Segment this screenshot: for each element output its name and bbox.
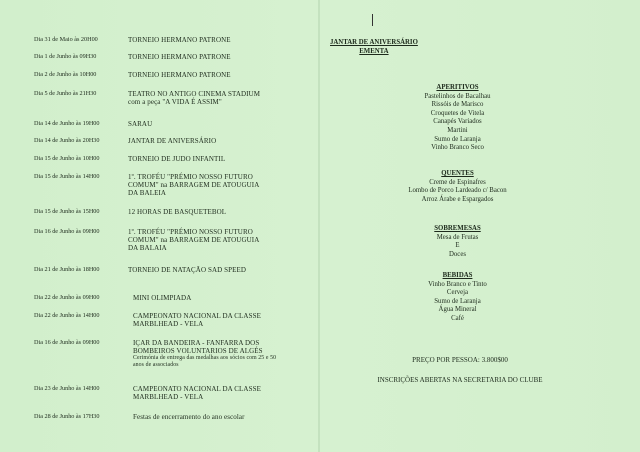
menu-section-aperitivos [330,84,585,153]
schedule-event: TORNEIO HERMANO PATRONE [128,53,231,61]
schedule-event: JANTAR DE ANIVERSÁRIO [128,137,217,145]
menu-section-bebidas [330,272,585,324]
schedule-event-block [133,339,283,369]
schedule-date: Dia 28 de Junho às 17H30 [34,413,100,420]
schedule-event: SARAU [128,120,153,128]
menu-title [330,38,418,56]
schedule-date: Dia 31 de Maio às 20H00 [34,36,98,43]
menu-item: Sumo de Laranja [434,135,481,143]
menu-subtitle-line: EMENTA [359,48,389,56]
registration-line: INSCRIÇÕES ABERTAS NA SECRETARIA DO CLUBE [377,376,543,384]
schedule-event: 12 HORAS DE BASQUETEBOL [128,208,227,216]
schedule-date: Dia 5 de Junho às 21H30 [34,90,97,97]
price-line: PREÇO POR PESSOA: 3.800$00 [412,356,508,364]
fold-line [318,0,320,452]
menu-title-line: JANTAR DE ANIVERSÁRIO [330,39,418,46]
schedule-date: Dia 22 de Junho às 09H00 [34,294,100,301]
menu-section-quentes [330,170,585,204]
menu-item: Café [451,314,464,322]
schedule-date: Dia 2 de Junho às 10H00 [34,71,97,78]
menu-item: Rissóis de Marisco [431,101,484,109]
schedule-event: CAMPEONATO NACIONAL DA CLASSE MARBLHEAD - VELA [133,312,261,329]
menu-item: Pastelinhos de Bacalhau [424,92,491,100]
menu-item: Mesa de Frutas [436,233,479,241]
schedule-event: Festas de encerramento do ano escolar [133,413,245,421]
schedule-date: Dia 1 de Junho às 09H30 [34,53,97,60]
schedule-date: Dia 23 de Junho às 14H00 [34,385,100,392]
menu-item: Lombo de Porco Lardeado c/ Bacon [408,187,507,195]
menu-section-sobremesas [330,225,585,259]
schedule-event: TORNEIO DE NATAÇÃO SAD SPEED [128,266,247,274]
schedule-event: IÇAR DA BANDEIRA - FANFARRA DOS BOMBEIROS VOLUNTARIOS DE ALGÉS [133,339,263,356]
menu-item: Água Mineral [438,306,477,314]
menu-item: Cerveja [446,289,469,297]
section-heading: APERITIVOS [436,84,479,91]
schedule-event: TEATRO NO ANTIGO CINEMA STADIUM com a peça "A VIDA É ASSIM" [128,90,261,107]
schedule-event: TORNEIO HERMANO PATRONE [128,71,231,79]
menu-item: Vinho Branco Seco [431,144,484,152]
schedule-event: 1º. TROFÉU "PRÉMIO NOSSO FUTURO COMUM" na BARRAGEM DE ATOUGUIA DA BALEIA [128,173,259,198]
schedule-date: Dia 15 de Junho às 10H00 [34,155,100,162]
pen-mark [372,14,373,26]
menu-item: Creme de Espinafres [429,178,486,186]
section-heading: SOBREMESAS [434,225,481,232]
schedule-date: Dia 22 de Junho às 14H00 [34,312,100,319]
schedule-note: Cerimónia de entrega das medalhas aos sócios com 25 e 50 anos de associados [133,355,277,369]
menu-item: Canapés Variados [433,118,482,126]
schedule-event: TORNEIO DE JUDO INFANTIL [128,155,226,163]
section-heading: BEBIDAS [442,272,473,279]
menu-item: Sumo de Laranja [434,297,481,305]
schedule-date: Dia 14 de Junho às 20H30 [34,137,100,144]
schedule-date: Dia 21 de Junho às 18H00 [34,266,100,273]
schedule-date: Dia 14 de Junho às 19H00 [34,120,100,127]
menu-item: Vinho Branco e Tinto [428,280,487,288]
schedule-date: Dia 15 de Junho às 15H00 [34,208,100,215]
menu-item: E [455,242,460,250]
menu-item: Martini [447,126,468,134]
schedule-date: Dia 15 de Junho às 14H00 [34,173,100,180]
schedule-event: 1º. TROFÉU "PRÉMIO NOSSO FUTURO COMUM" na BARRAGEM DE ATOUGUIA DA BALAIA [128,228,259,253]
menu-item: Croquetes de Vitela [430,109,485,117]
schedule-date: Dia 16 de Junho às 09H00 [34,228,100,235]
menu-item: Doces [449,250,466,258]
schedule-event: MINI OLIMPIADA [133,294,192,302]
menu-item: Arroz Árabe e Espargados [421,195,494,203]
schedule-date: Dia 16 de Junho às 09H00 [34,339,100,346]
section-heading: QUENTES [441,170,474,177]
schedule-event: CAMPEONATO NACIONAL DA CLASSE MARBLHEAD - VELA [133,385,261,402]
schedule-event: TORNEIO HERMANO PATRONE [128,36,231,44]
